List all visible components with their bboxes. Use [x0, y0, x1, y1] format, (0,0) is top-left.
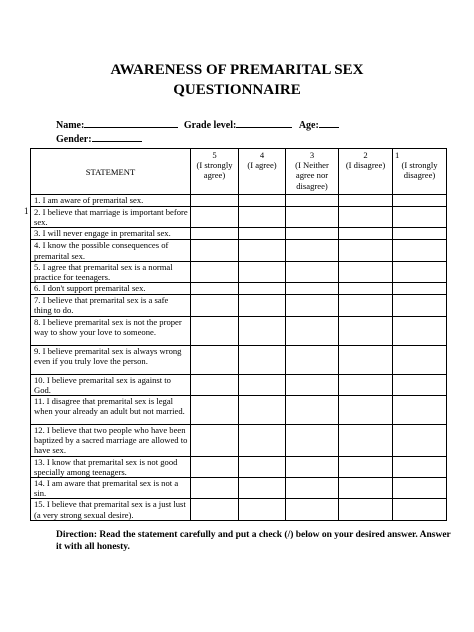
age-label: Age: [298, 120, 319, 131]
rating-cell-3[interactable] [286, 295, 339, 316]
rating-cell-3[interactable] [286, 374, 339, 395]
rating-cell-5[interactable] [191, 478, 239, 499]
rating-cell-2[interactable] [339, 425, 393, 457]
rating-cell-5[interactable] [191, 396, 239, 425]
rating-cell-4[interactable] [239, 240, 286, 261]
statement-header: STATEMENT [31, 149, 191, 195]
column-header-3 [286, 149, 339, 195]
statement-cell: 11. I disagree that premarital sex is legal when your already an adult but not married. [31, 396, 191, 425]
rating-cell-5[interactable] [191, 345, 239, 374]
rating-cell-1[interactable] [393, 283, 447, 295]
rating-cell-4[interactable] [239, 261, 286, 282]
column-number: 4 [259, 150, 265, 160]
rating-cell-5[interactable] [191, 295, 239, 316]
rating-cell-3[interactable] [286, 207, 339, 228]
gender-blank[interactable] [92, 132, 142, 142]
table-row [31, 195, 447, 207]
table-row [31, 456, 447, 477]
rating-cell-1[interactable] [393, 396, 447, 425]
rating-cell-2[interactable] [339, 456, 393, 477]
rating-cell-4[interactable] [239, 283, 286, 295]
rating-cell-4[interactable] [239, 425, 286, 457]
rating-cell-1[interactable] [393, 345, 447, 374]
questionnaire-title [0, 60, 474, 100]
rating-cell-3[interactable] [286, 195, 339, 207]
rating-cell-3[interactable] [286, 316, 339, 345]
rating-cell-1[interactable] [393, 316, 447, 345]
statement-cell: 15. I believe that premarital sex is a just lust (a very strong sexual desire). [31, 499, 191, 520]
rating-cell-4[interactable] [239, 478, 286, 499]
column-number: 5 [212, 150, 217, 160]
rating-cell-5[interactable] [191, 374, 239, 395]
rating-cell-4[interactable] [239, 456, 286, 477]
column-label: (I Neither agree nor disagree) [295, 160, 329, 191]
rating-cell-2[interactable] [339, 295, 393, 316]
rating-cell-3[interactable] [286, 345, 339, 374]
statement-cell: 7. I believe that premarital sex is a safe thing to do. [31, 295, 191, 316]
table-row [31, 425, 447, 457]
rating-cell-2[interactable] [339, 261, 393, 282]
rating-cell-5[interactable] [191, 283, 239, 295]
column-label: (I strongly agree) [196, 160, 233, 181]
rating-cell-5[interactable] [191, 240, 239, 261]
rating-cell-1[interactable] [393, 456, 447, 477]
statement-cell: 5. I agree that premarital sex is a normal practice for teenagers. [31, 261, 191, 282]
rating-cell-2[interactable] [339, 345, 393, 374]
statement-cell: 1. I am aware of premarital sex. [31, 195, 191, 207]
rating-cell-1[interactable] [393, 374, 447, 395]
rating-cell-3[interactable] [286, 228, 339, 240]
rating-cell-5[interactable] [191, 425, 239, 457]
rating-cell-1[interactable] [393, 261, 447, 282]
gender-label: Gender: [56, 134, 92, 145]
title-line-2: QUESTIONNAIRE [173, 82, 301, 98]
column-label: (I strongly disagree) [401, 160, 438, 181]
rating-cell-2[interactable] [339, 478, 393, 499]
rating-cell-2[interactable] [339, 207, 393, 228]
table-row [31, 283, 447, 295]
table-row [31, 228, 447, 240]
column-header-1 [393, 149, 447, 195]
rating-cell-3[interactable] [286, 283, 339, 295]
table-row [31, 374, 447, 395]
rating-cell-1[interactable] [393, 499, 447, 520]
rating-cell-1[interactable] [393, 295, 447, 316]
rating-cell-3[interactable] [286, 425, 339, 457]
table-row [31, 207, 447, 228]
table-row [31, 396, 447, 425]
column-number: 3 [309, 150, 315, 160]
statement-cell: 12. I believe that two people who have been baptized by a sacred marriage are allowed to have sex. [31, 425, 191, 457]
rating-cell-4[interactable] [239, 228, 286, 240]
rating-cell-5[interactable] [191, 456, 239, 477]
table-row [31, 316, 447, 345]
header-row [31, 149, 447, 195]
rating-cell-3[interactable] [286, 261, 339, 282]
rating-cell-1[interactable] [393, 478, 447, 499]
table-row [31, 295, 447, 316]
rating-cell-4[interactable] [239, 207, 286, 228]
column-header-5 [191, 149, 239, 195]
fields-row-1 [56, 118, 436, 132]
column-header-4 [239, 149, 286, 195]
table-row [31, 345, 447, 374]
rating-cell-3[interactable] [286, 396, 339, 425]
column-number: 2 [363, 150, 368, 160]
title-line-1: AWARENESS OF PREMARITAL SEX [110, 62, 364, 78]
grade-level-blank[interactable] [236, 118, 292, 128]
column-label: (I agree) [247, 160, 277, 171]
rating-cell-4[interactable] [239, 396, 286, 425]
rating-cell-1[interactable] [393, 240, 447, 261]
rating-cell-4[interactable] [239, 499, 286, 520]
rating-cell-3[interactable] [286, 240, 339, 261]
rating-cell-4[interactable] [239, 316, 286, 345]
rating-cell-2[interactable] [339, 195, 393, 207]
column-header-2 [339, 149, 393, 195]
rating-cell-4[interactable] [239, 295, 286, 316]
rating-cell-1[interactable] [393, 195, 447, 207]
rating-cell-5[interactable] [191, 195, 239, 207]
rating-cell-2[interactable] [339, 374, 393, 395]
rating-cell-1[interactable] [393, 228, 447, 240]
respondent-fields [56, 118, 436, 146]
name-label: Name: [56, 120, 85, 131]
statement-cell: 3. I will never engage in premarital sex. [31, 228, 191, 240]
statement-cell: 6. I don't support premarital sex. [31, 283, 191, 295]
rating-cell-5[interactable] [191, 207, 239, 228]
table-row [31, 240, 447, 261]
statement-cell: 14. I am aware that premarital sex is not a sin. [31, 478, 191, 499]
rating-cell-1[interactable] [393, 207, 447, 228]
stray-mark: 1 [24, 206, 29, 216]
table-row [31, 478, 447, 499]
rating-cell-4[interactable] [239, 374, 286, 395]
rating-cell-5[interactable] [191, 228, 239, 240]
rating-cell-2[interactable] [339, 499, 393, 520]
statement-cell: 2. I believe that marriage is important before sex. [31, 207, 191, 228]
rating-cell-5[interactable] [191, 499, 239, 520]
rating-cell-4[interactable] [239, 195, 286, 207]
rating-cell-3[interactable] [286, 456, 339, 477]
table-row [31, 499, 447, 520]
statement-cell: 10. I believe premarital sex is against to God. [31, 374, 191, 395]
rating-cell-2[interactable] [339, 316, 393, 345]
statement-cell: 9. I believe premarital sex is always wrong even if you truly love the person. [31, 345, 191, 374]
statement-cell: 8. I believe premarital sex is not the proper way to show your love to someone. [31, 316, 191, 345]
rating-cell-2[interactable] [339, 240, 393, 261]
age-blank[interactable] [319, 118, 339, 128]
rating-cell-2[interactable] [339, 228, 393, 240]
table-row [31, 261, 447, 282]
statement-cell: 13. I know that premarital sex is not good specially among teenagers. [31, 456, 191, 477]
rating-cell-3[interactable] [286, 478, 339, 499]
rating-cell-5[interactable] [191, 261, 239, 282]
rating-cell-5[interactable] [191, 316, 239, 345]
statement-cell: 4. I know the possible consequences of premarital sex. [31, 240, 191, 261]
questionnaire-table [30, 148, 447, 521]
direction-text: Direction: Read the statement carefully and put a check (/) below on your desired answer. Answer it with all honesty. [56, 530, 451, 552]
grade-level-label: Grade level: [183, 120, 237, 131]
column-label: (I disagree) [345, 160, 386, 171]
rating-cell-4[interactable] [239, 345, 286, 374]
rating-cell-1[interactable] [393, 425, 447, 457]
rating-cell-2[interactable] [339, 396, 393, 425]
rating-cell-3[interactable] [286, 499, 339, 520]
column-number: 1 [395, 150, 400, 160]
name-blank[interactable] [84, 118, 178, 128]
fields-row-2 [56, 132, 436, 146]
rating-cell-2[interactable] [339, 283, 393, 295]
